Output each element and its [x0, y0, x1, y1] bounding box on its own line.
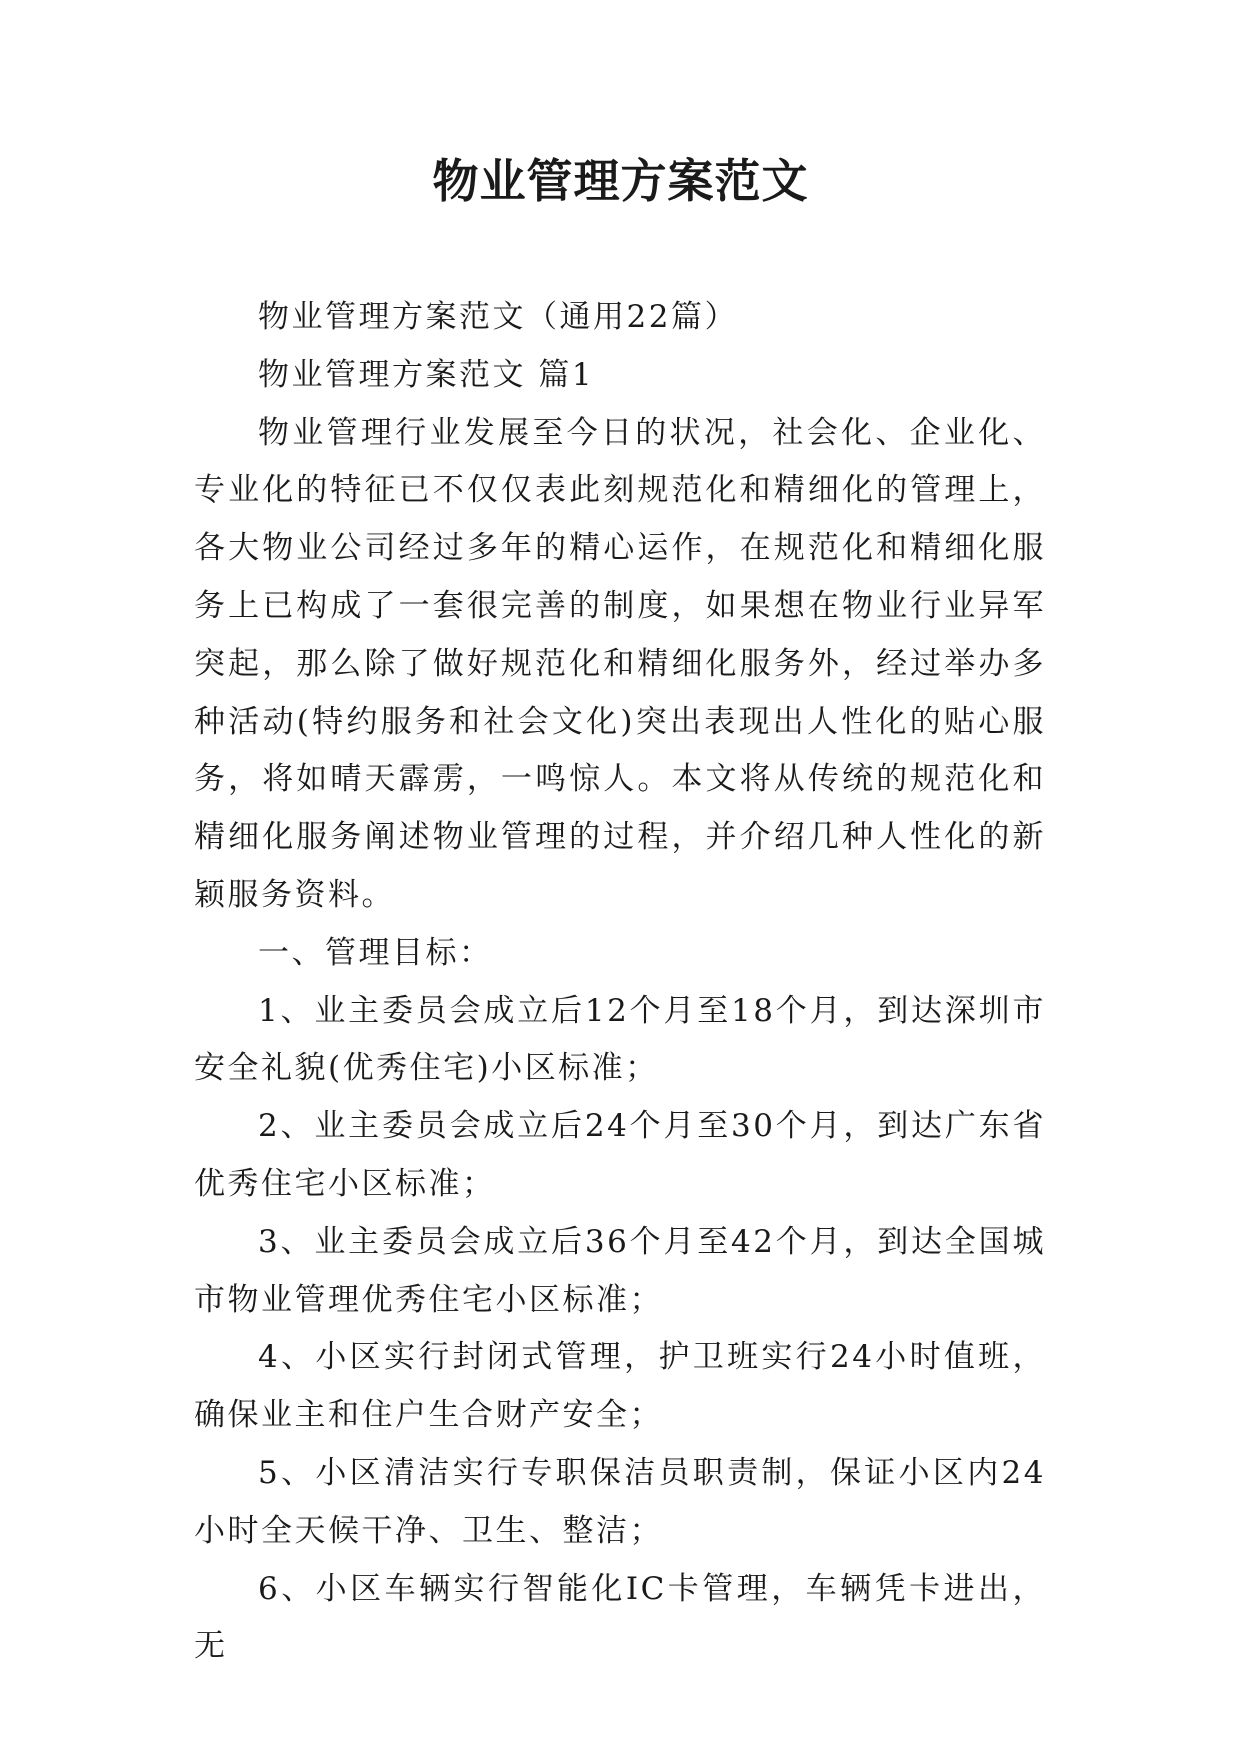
paragraph-management-goals-heading: 一、管理目标：	[258, 934, 493, 971]
paragraph-section-heading: 物业管理方案范文 篇1	[258, 356, 595, 393]
document-title: 物业管理方案范文	[432, 154, 809, 208]
paragraph-subtitle: 物业管理方案范文（通用22篇）	[258, 299, 738, 335]
paragraph-goal-6: 6、小区车辆实行智能化IC卡管理，车辆凭卡进出，无	[194, 1570, 1046, 1665]
paragraph-goal-5: 5、小区清洁实行专职保洁员职责制，保证小区内24小时全天候干净、卫生、整洁；	[194, 1454, 1046, 1549]
paragraph-goal-3: 3、业主委员会成立后36个月至42个月，到达全国城市物业管理优秀住宅小区标准；	[194, 1223, 1046, 1318]
paragraph-goal-1: 1、业主委员会成立后12个月至18个月，到达深圳市安全礼貌(优秀住宅)小区标准；	[194, 992, 1046, 1087]
paragraph-intro: 物业管理行业发展至今日的状况，社会化、企业化、专业化的特征已不仅仅表此刻规范化和精细化的管理上，各大物业公司经过多年的精心运作，在规范化和精细化服务上已构成了一套很完善的制度，如果想在物业行业异军突起，那么除了做好规范化和精细化服务外，经过举办多种活动(特约服务和社会文化)突出表现出人性化的贴心服务，将如晴天霹雳，一鸣惊人。本文将从传统的规范化和精细化服务阐述物业管理的过程，并介绍几种人性化的新颖服务资料。	[194, 414, 1046, 913]
paragraph-goal-4: 4、小区实行封闭式管理，护卫班实行24小时值班，确保业主和住户生合财产安全；	[194, 1339, 1046, 1434]
paragraph-goal-2: 2、业主委员会成立后24个月至30个月，到达广东省优秀住宅小区标准；	[194, 1108, 1046, 1202]
document-body	[194, 289, 1046, 1676]
